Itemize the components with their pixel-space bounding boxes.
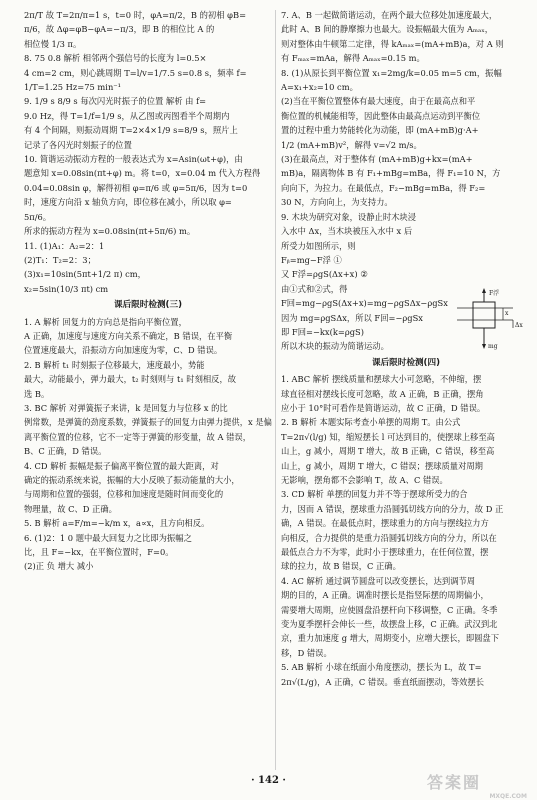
text-line: A 正确，加速度与速度方向关系不确定，B 错误，在平衡 <box>24 330 233 341</box>
buoyancy-force-diagram <box>453 288 525 354</box>
text-line: 30 N，方向向上，为支持力。 <box>281 197 393 208</box>
text-line: 置的过程中重力势能转化为动能，即 (mA+mB)g·A+ <box>281 125 479 136</box>
text-line: 例常数，是弹簧的劲度系数，弹簧振子的回复力由弹力提供，x 是偏 <box>24 417 272 428</box>
text-line: 2π√(L/g)，A 正确，C 错误。垂直纸面摆动，等效摆长 <box>281 676 485 687</box>
text-line: 相位慢 1/3 π。 <box>24 38 82 49</box>
text-line: 物理量，故 C、D 正确。 <box>24 503 117 514</box>
text-line: mB)a，隔离物体 B 有 F₁+mBg=mBa，得 F₁=10 N，方 <box>281 168 501 179</box>
text-line: 1. A 解析 回复力的方向总是指向平衡位置， <box>24 316 187 327</box>
wood-block <box>473 302 495 328</box>
text-line: 课后限时检测(三) <box>113 300 182 311</box>
text-line: 7. A、B 一起做简谐运动，在两个最大位移处加速度最大， <box>281 10 498 20</box>
text-line: 无影响，摆角都不会影响 T，故 A、C 错误。 <box>281 475 448 485</box>
text-line: 京，重力加速度 g 增大，周期变小，应增大摆长，即圆盘下 <box>281 633 500 644</box>
page-number: · 142 · <box>251 775 286 786</box>
label-x: x <box>505 310 509 317</box>
text-line: 4 cm=2 cm，则心跳周期 T=l/v=1/7.5 s=0.8 s，频率 f= <box>24 67 247 78</box>
text-line: 所求的振动方程为 x=0.08sin(πt+5π/6) m。 <box>24 226 196 237</box>
text-line: (2)正 负 增大 减小 <box>24 561 94 572</box>
label-buoyancy: F浮 <box>489 290 500 297</box>
watermark-logo: 答案圈 MXQE.COM <box>427 773 527 800</box>
text-line: 时，速度方向沿 x 轴负方向，即位移在减小，所以取 φ= <box>24 197 232 208</box>
text-line: 所以木块的振动为简谐运动。 <box>281 341 389 352</box>
text-line: x₂=5sin(10/3 πt) cm <box>24 283 109 294</box>
text-line: (2)T₁：T₂=2：3； <box>24 254 96 265</box>
text-line: 山上，g 减小，周期 T 增大，C 错误；摆球质量对周期 <box>281 460 483 471</box>
text-line: 最低点合力不为零，此时小于摆球重力，在任何位置，摆 <box>281 547 489 558</box>
text-line: 力，因而 A 错误，摆球重力沿圆弧切线方向的分力，故 D 正 <box>281 503 504 514</box>
text-line: 选 B。 <box>24 388 50 399</box>
text-line: 11. (1)A₁：A₂=2：1 <box>24 240 105 251</box>
text-line: 入水中 Δx，当木块被压入水中 x 后 <box>281 226 413 237</box>
text-line: 期的目的，A 正确。调准时摆长是指竖际摆的周期偏小， <box>281 590 489 601</box>
text-line: 0.04=0.08sin φ，解得初相 φ=π/6 或 φ=5π/6，因为 t=0 <box>24 182 248 193</box>
text-line: 离平衡位置的位移，它不一定等于弹簧的形变量，故 A 错误， <box>24 431 251 442</box>
text-line: 5. B 解析 a=F/m=−k/m x，a∝x，且方向相反。 <box>24 518 210 529</box>
text-line: 移，D 错误。 <box>281 647 332 658</box>
text-line: 6. (1)2：1 0 题中最大回复力之比即为振幅之 <box>24 532 192 543</box>
text-line: 2π/T 故 T=2π/π=1 s，t=0 时，φA=π/2，B 的初相 φB= <box>24 10 247 20</box>
text-line: B、C 正确，D 错误。 <box>24 446 107 457</box>
text-line: 又 F浮=ρgS(Δx+x) ② <box>281 269 368 280</box>
text-line: 5π/6。 <box>24 211 52 222</box>
text-line: 与周期和位置的强弱，位移和加速度是随时间而变化的 <box>24 489 224 500</box>
text-line: 8. 75 0.8 解析 相邻两个强信号的长度为 l=0.5× <box>24 53 207 64</box>
text-line: 3. CD 解析 单摆的回复力并不等于摆球所受力的合 <box>281 489 468 500</box>
text-line: 3. BC 解析 对弹簧振子来讲，k 是回复力与位移 x 的比 <box>24 402 228 413</box>
text-line: (3)在最高点，对于整体有 (mA+mB)g+kx=(mA+ <box>281 154 473 165</box>
text-line: 课后限时检测(四) <box>371 357 440 368</box>
text-line: 有 Fₘₐₓ=mAa，解得 Aₘₐₓ=0.15 m。 <box>281 53 425 64</box>
text-line: 即 F回=−kx(k=ρgS) <box>281 326 364 337</box>
text-line: F回=mg−ρgS(Δx+x)=mg−ρgSΔx−ρgSx <box>281 298 448 309</box>
text-line: 1/T=1.25 Hz=75 min⁻¹ <box>24 82 121 93</box>
text-line: 记录了各闪光时刻振子的位置 <box>24 139 132 150</box>
text-line: 4. CD 解析 振幅是振子偏离平衡位置的最大距离，对 <box>24 460 219 471</box>
text-line: 2. B 解析 本题实际考查小单摆的周期 T。由公式 <box>281 417 461 428</box>
text-line: 最大，动能最小，弹力最大，t₂ 时刻则与 t₁ 时刻相反，故 <box>24 374 237 385</box>
text-line: 4. AC 解析 通过调节圆盘可以改变摆长，达到调节周 <box>281 575 476 586</box>
text-line: 1. ABC 解析 摆线质量和摆球大小可忽略，不伸缩，摆 <box>281 374 482 385</box>
text-line: 10. 简谐运动振动方程的一般表达式为 x=Asin(ωt+φ)，由 <box>24 154 243 165</box>
text-line: 有 4 个间隔，则振动周期 T=2×4×1/9 s=8/9 s，照片上 <box>24 125 238 136</box>
text-line: 向相反，合力提供的是重力沿圆弧切线方向的分力，所以在 <box>281 532 497 543</box>
text-line: 确定的振动系统来说，振幅的大小反映了振动能量的大小， <box>24 475 240 485</box>
text-line: 山上，g 减小，周期 T 增大，故 B 正确，C 错误，移至高 <box>281 446 495 457</box>
text-line: 应小于 10°时可看作是简谐运动，故 C 正确，D 错误。 <box>281 402 486 413</box>
text-line: 9.0 Hz，得 T=1/f=1/9 s，从乙图或丙图看半个周期内 <box>24 110 230 121</box>
column-divider <box>275 10 276 770</box>
text-line: 5. AB 解析 小球在纸面小角度摆动，摆长为 L，故 T= <box>281 662 482 673</box>
text-line: 衡位置的机械能相等，因此整体由最高点运动到平衡位 <box>281 110 481 121</box>
text-line: T=2π√(l/g) 知，缩短摆长 l 可达到目的，使摆球上移至高 <box>281 431 495 442</box>
text-line: (2)当在平衡位置整体有最大速度，由于在最高点和平 <box>281 96 476 107</box>
text-line: 9. 1/9 s 8/9 s 每次闪光时振子的位置 解析 由 f= <box>24 96 207 107</box>
text-line: 9. 木块为研究对象，设静止时木块浸 <box>281 211 417 222</box>
text-line: 变为夏季摆杆会伸长一些，故摆盘上移，C 正确。武汉到北 <box>281 619 498 630</box>
text-line: 此时 A、B 间的静摩擦力也最大。设振幅最大值为 Aₘₐₓ， <box>281 24 494 35</box>
text-line: 球的拉力，故 B 错误，C 正确。 <box>281 561 401 572</box>
text-line: Fᵦ=mg−F浮 ① <box>281 254 342 265</box>
text-line: A=x₁+x₂=10 cm。 <box>281 82 358 93</box>
text-line: 因为 mg=ρgSΔx，所以 F回=−ρgSx <box>281 312 423 323</box>
left-column <box>24 8 272 574</box>
text-line: 确，A 错误。在最低点时，摆球重力的方向与摆线拉力方 <box>281 518 489 529</box>
text-line: 8. (1)从原长到平衡位置 x₁=2mg/k=0.05 m=5 cm，振幅 <box>281 67 502 78</box>
label-delta-x: Δx <box>515 322 523 329</box>
label-mg: mg <box>488 343 498 350</box>
text-line: 所受力如图所示，则 <box>281 240 356 251</box>
text-line: 2. B 解析 t₁ 时刻振子位移最大，速度最小，势能 <box>24 359 205 370</box>
text-line: 则对整体由牛顿第二定律，得 kAₘₐₓ=(mA+mB)a，对 A 则 <box>281 38 504 49</box>
text-line: 题意知 x=0.08sin(πt+φ) m。将 t=0，x=0.04 m 代入方程得 <box>24 168 261 179</box>
text-line: 需要增大周期，应使圆盘沿摆杆向下移调整，C 正确。冬季 <box>281 604 498 615</box>
text-line: 球直径相对摆线长度可忽略，故 A 正确，B 正确，摆角 <box>281 388 484 399</box>
text-line: 由①式和②式，得 <box>281 283 348 294</box>
text-line: 1/2 (mA+mB)v²，解得 v=√2 m/s。 <box>281 139 422 150</box>
text-line: π/6，故 Δφ=φB−φA=−π/3，即 B 的相位比 A 的 <box>24 24 215 35</box>
text-line: 位置速度最大，沿振动方向加速度为零，C、D 错误。 <box>24 345 223 356</box>
text-line: 比，且 F=−kx，在平衡位置时，F=0。 <box>24 547 174 558</box>
text-line: (3)x₁=10sin(5πt+1/2 π) cm， <box>24 269 146 280</box>
text-line: 向向下，为拉力。在最低点，F₂−mBg=mBa，得 F₂= <box>281 182 486 193</box>
